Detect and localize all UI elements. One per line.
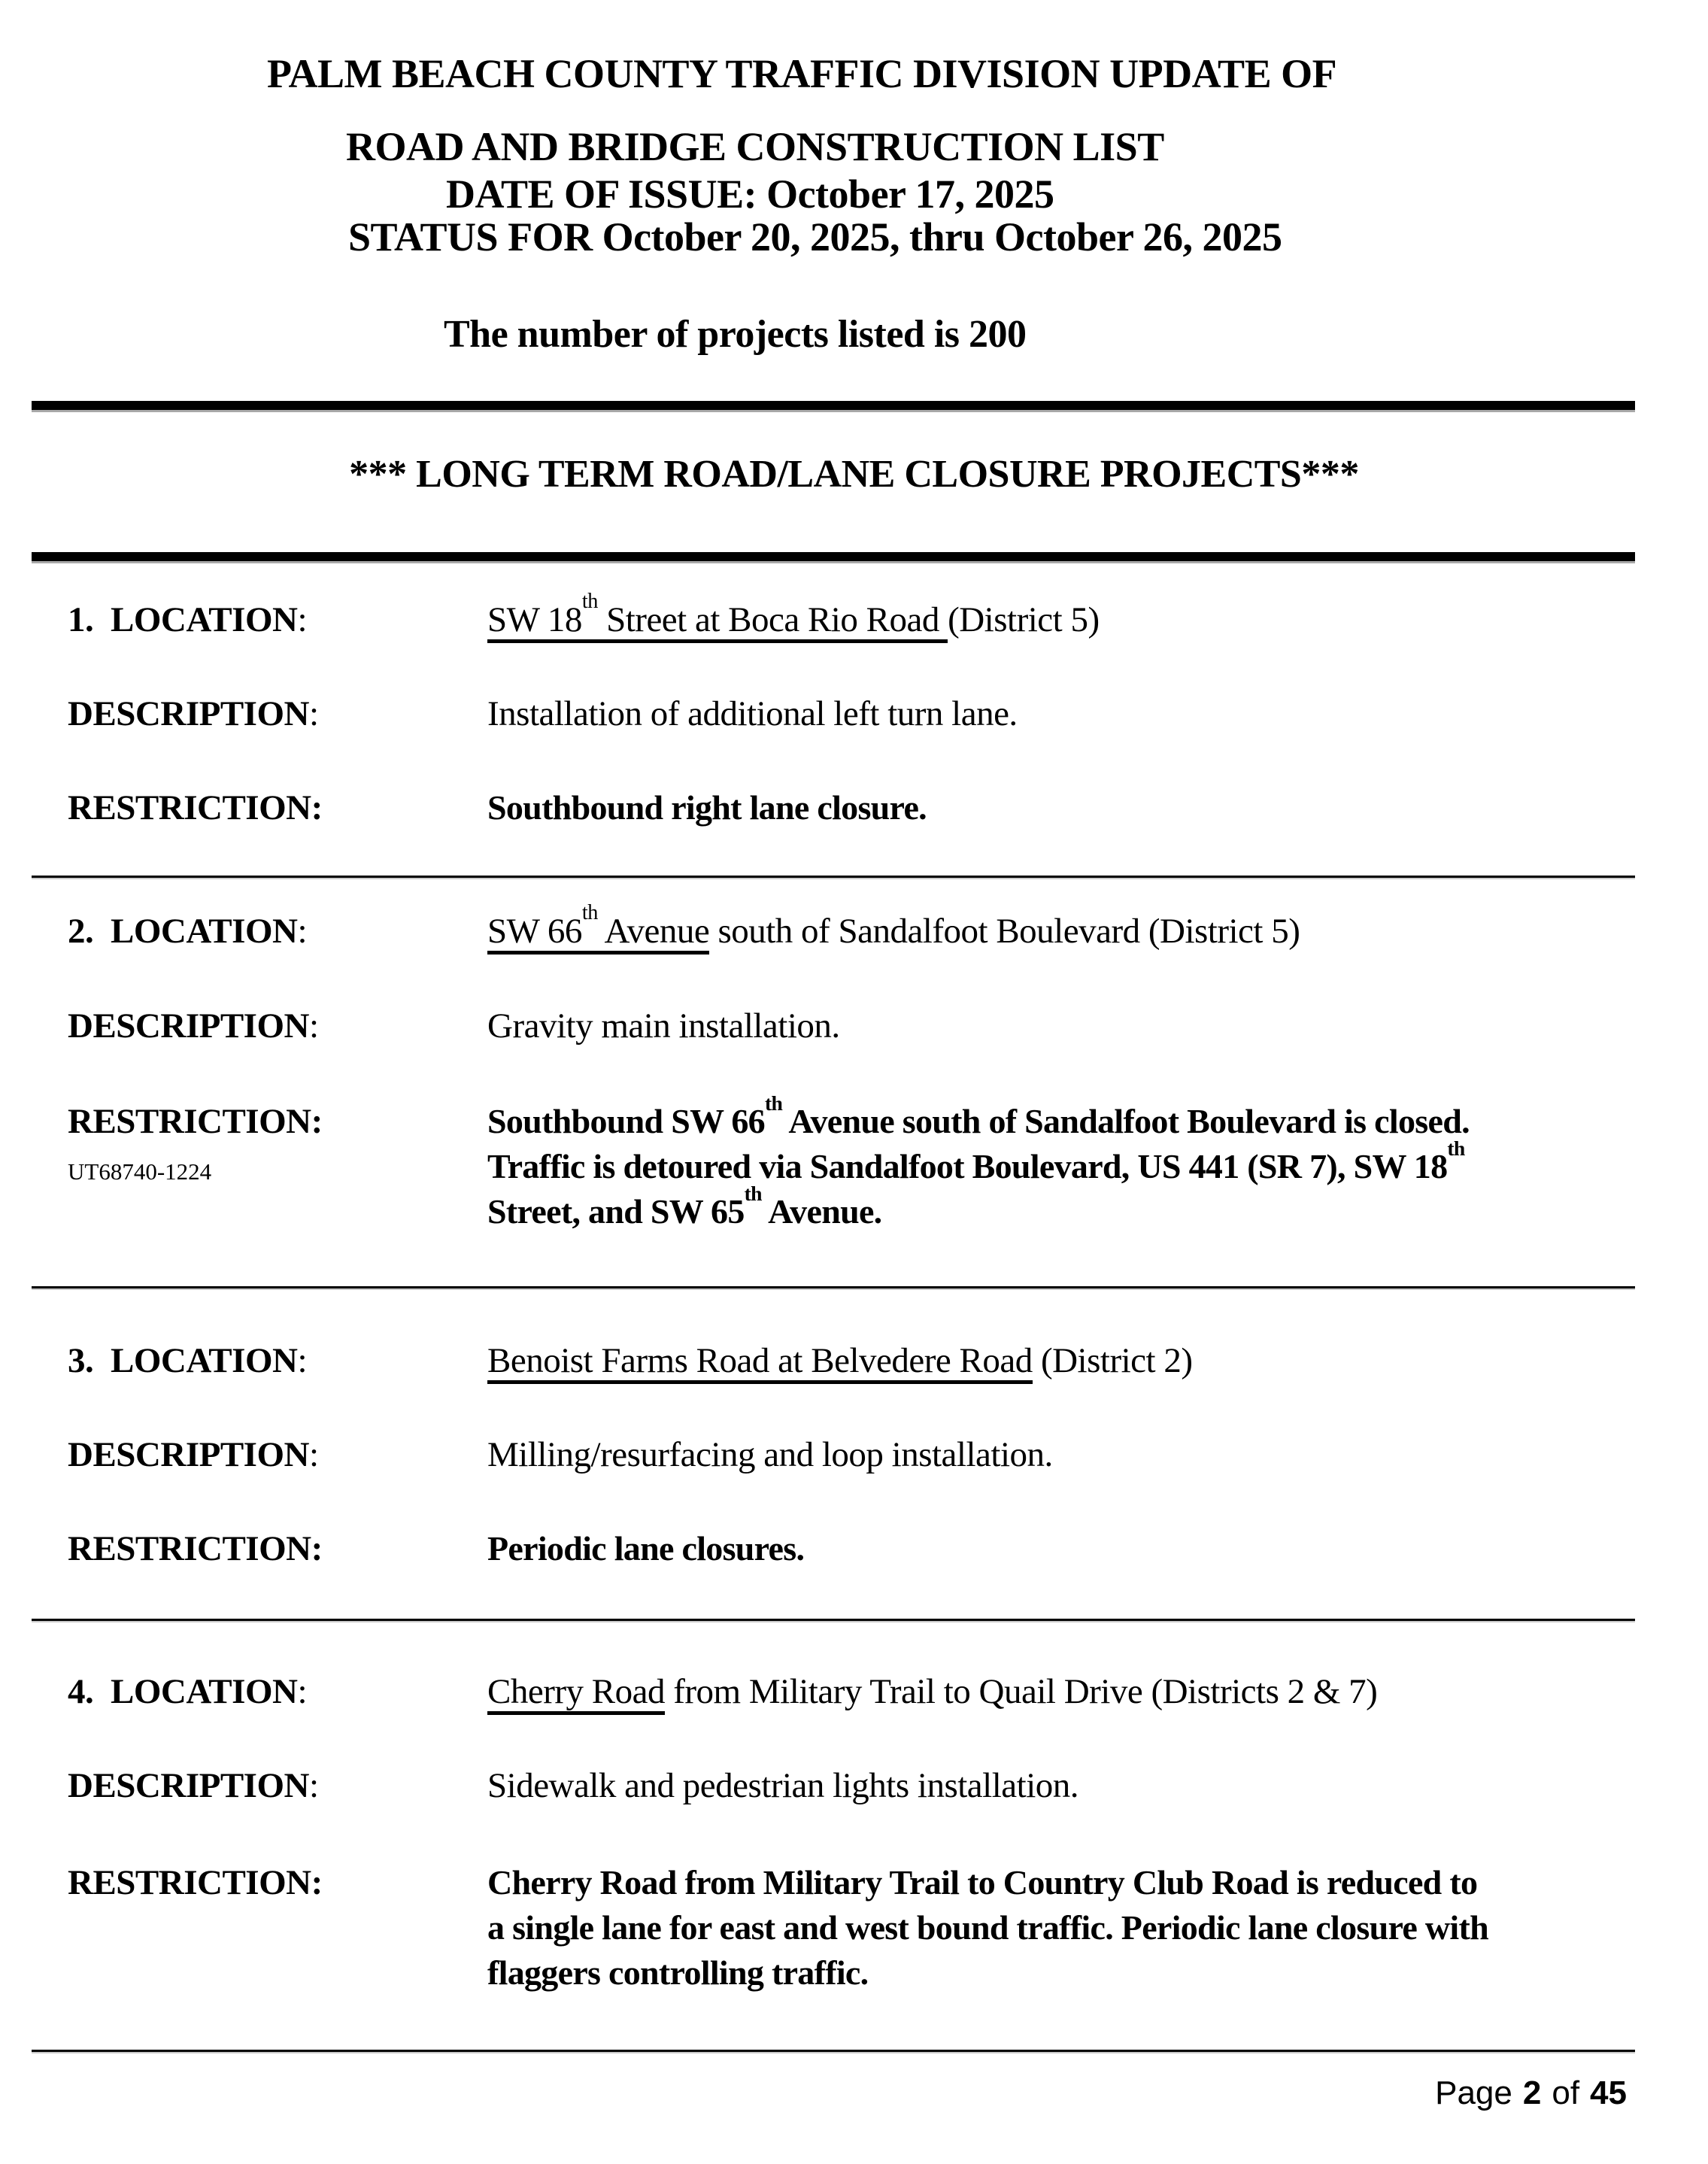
location-label: LOCATION: xyxy=(111,912,308,951)
of-label: of xyxy=(1552,2074,1580,2111)
description-label: DESCRIPTION: xyxy=(68,1006,319,1046)
entry-1-location-value: SW 18th Street at Boca Rio Road (District 5) xyxy=(487,597,1694,642)
entry-1-number: 1. xyxy=(68,600,94,639)
section-title: *** LONG TERM ROAD/LANE CLOSURE PROJECTS*** xyxy=(349,453,1359,496)
entry-1-restriction-value: Southbound right lane closure. xyxy=(487,788,927,827)
page-total: 45 xyxy=(1590,2074,1627,2111)
entry-2-number: 2. xyxy=(68,912,94,951)
entry-2-project-code: UT68740-1224 xyxy=(68,1158,212,1185)
page-title: PALM BEACH COUNTY TRAFFIC DIVISION UPDATE OF xyxy=(267,51,1337,96)
restriction-label: RESTRICTION: xyxy=(68,1863,323,1902)
page-indicator xyxy=(1435,2074,1627,2113)
entry-2-description-value: Gravity main installation. xyxy=(487,1006,840,1046)
entry-divider xyxy=(32,1286,1635,1290)
footer-divider xyxy=(32,2050,1635,2053)
description-label: DESCRIPTION: xyxy=(68,1766,319,1805)
entry-divider xyxy=(32,1619,1635,1622)
entry-4-restriction-value: Cherry Road from Military Trail to Country Club Road is reduced to a single lane for east and west bound traffic. Periodic lane closure with flaggers controlling traffic. xyxy=(487,1863,1488,1992)
divider-thick-top xyxy=(32,401,1635,412)
entry-3-description-value: Milling/resurfacing and loop installation. xyxy=(487,1435,1053,1474)
entry-4-number: 4. xyxy=(68,1672,94,1711)
doc-subtitle: ROAD AND BRIDGE CONSTRUCTION LIST xyxy=(346,124,1164,169)
restriction-label: RESTRICTION: xyxy=(68,788,323,827)
project-count-line: The number of projects listed is 200 xyxy=(444,313,1027,356)
restriction-label: RESTRICTION: xyxy=(68,1529,323,1568)
entry-1-description-value: Installation of additional left turn lane. xyxy=(487,694,1018,733)
entry-4-description-value: Sidewalk and pedestrian lights installation. xyxy=(487,1766,1078,1805)
divider-thick-bottom xyxy=(32,552,1635,563)
page-number: 2 xyxy=(1522,2074,1542,2111)
location-label: LOCATION: xyxy=(111,1341,308,1380)
entry-3-location-value: Benoist Farms Road at Belvedere Road (District 2) xyxy=(487,1338,1694,1383)
entry-2-restriction-value: Southbound SW 66th Avenue south of Sandalfoot Boulevard is closed. Traffic is detoured via Sandalfoot Boulevard, US 441 (SR 7), SW 18th Street, and SW 65th Avenue. xyxy=(487,1091,1470,1231)
description-label: DESCRIPTION: xyxy=(68,694,319,733)
entry-3-restriction-value: Periodic lane closures. xyxy=(487,1529,805,1568)
issue-date-line: DATE OF ISSUE: October 17, 2025 xyxy=(446,171,1054,217)
location-label: LOCATION: xyxy=(111,600,308,639)
entry-3-number: 3. xyxy=(68,1341,94,1380)
entry-divider xyxy=(32,876,1635,879)
page-label: Page xyxy=(1435,2074,1512,2111)
entry-2-location-value: SW 66th Avenue south of Sandalfoot Boulevard (District 5) xyxy=(487,909,1694,954)
status-period-line: STATUS FOR October 20, 2025, thru October 26, 2025 xyxy=(348,214,1282,259)
description-label: DESCRIPTION: xyxy=(68,1435,319,1474)
restriction-label: RESTRICTION: UT68740-1224 xyxy=(68,1099,474,1186)
location-label: LOCATION: xyxy=(111,1672,308,1711)
entry-4-location-value: Cherry Road from Military Trail to Quail Drive (Districts 2 & 7) xyxy=(487,1669,1694,1714)
